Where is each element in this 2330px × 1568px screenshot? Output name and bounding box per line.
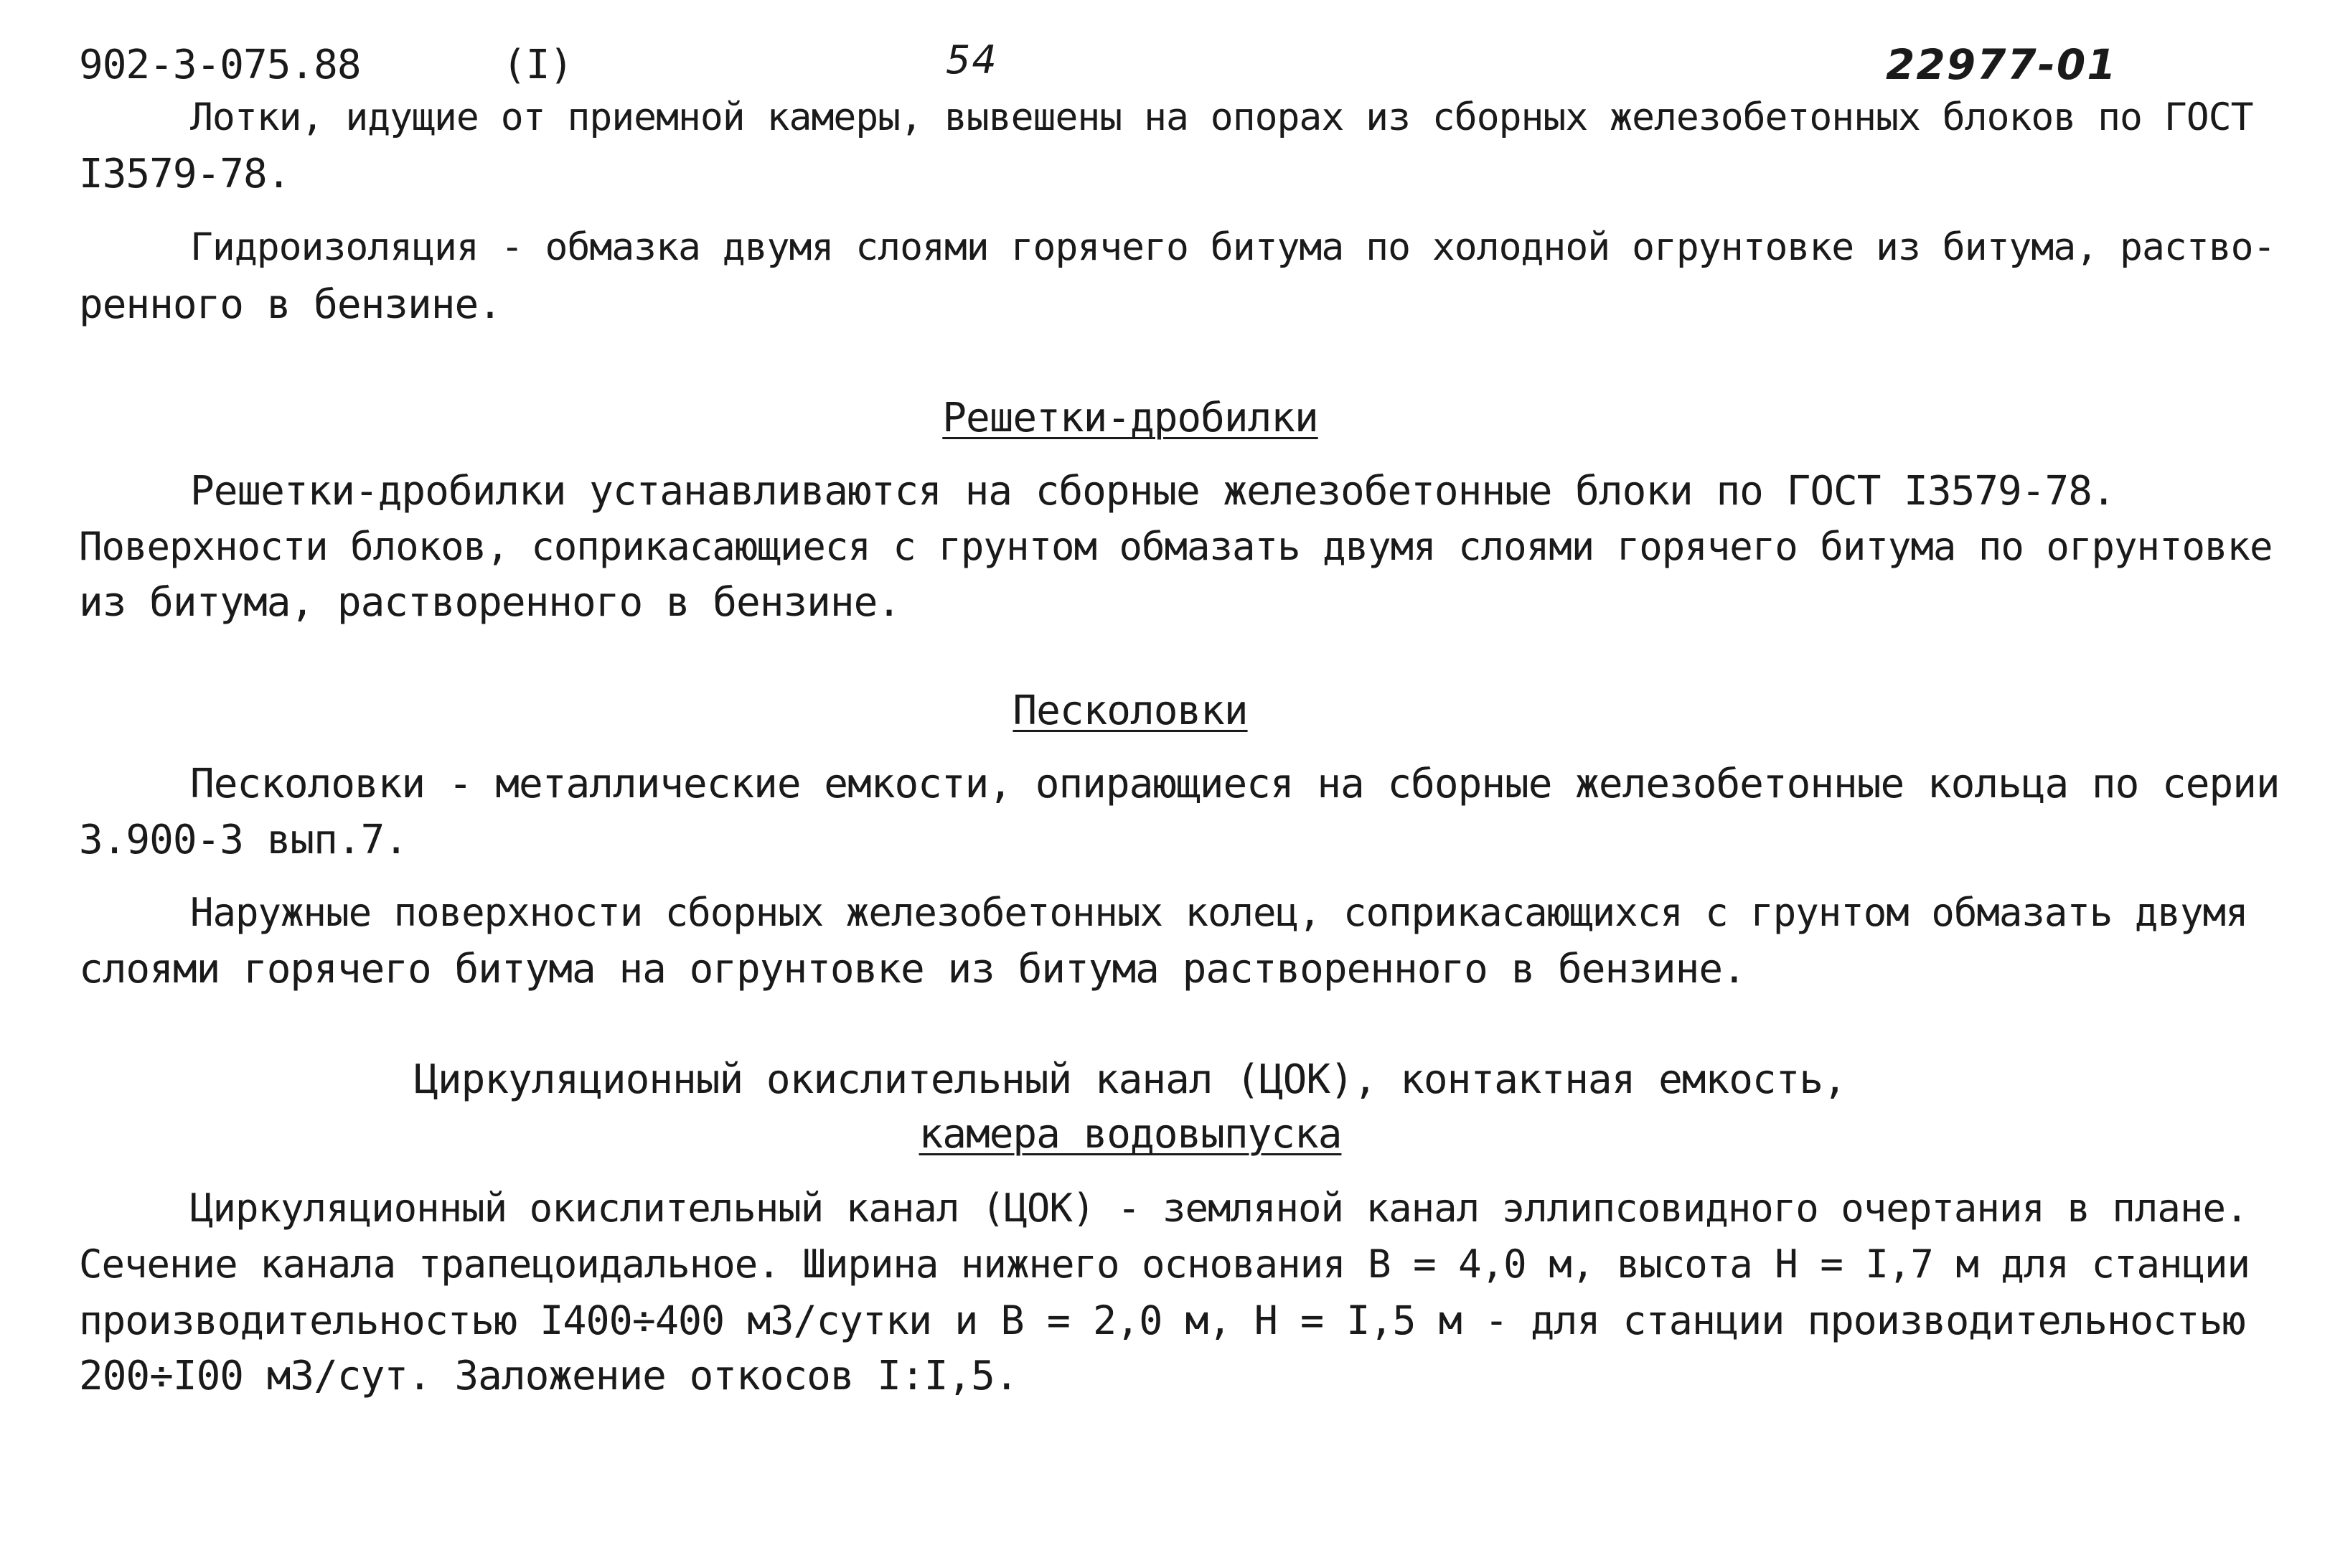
sand-traps-p1-line1: Песколовки - металлические емкости, опирающиеся на сборные железобетонные кольца по серии xyxy=(190,761,2280,807)
screens-heading xyxy=(0,395,2260,441)
screens-p1-line3: из битума, растворенного в бензине. xyxy=(79,579,901,626)
channel-p1-line2: Сечение канала трапецоидальное. Ширина нижнего основания B = 4,0 м, высота H = I,7 м для станции xyxy=(79,1241,2250,1287)
intro-p1-line1: Лотки, идущие от приемной камеры, вывешены на опорах из сборных железобетонных блоков по ГОСТ xyxy=(190,95,2253,139)
channel-heading-line2 xyxy=(0,1111,2260,1158)
page-number: 54 xyxy=(946,37,998,83)
screens-heading-text: Решетки-дробилки xyxy=(942,395,1318,441)
intro-p2-line2: ренного в бензине. xyxy=(79,281,502,328)
screens-p1-line1: Решетки-дробилки устанавливаются на сборные железобетонные блоки по ГОСТ I3579-78. xyxy=(190,468,2115,515)
channel-p1-line1: Циркуляционный окислительный канал (ЦОК) - земляной канал эллипсовидного очертания в плане. xyxy=(190,1186,2248,1231)
sand-traps-p2-line1: Наружные поверхности сборных железобетонных колец, соприкасающихся с грунтом обмазать двумя xyxy=(190,890,2248,935)
intro-p2-line1: Гидроизоляция - обмазка двумя слоями горячего битума по холодной огрунтовке из битума, раство- xyxy=(190,225,2275,269)
channel-p1-line3: производительностью I400÷400 м3/сутки и B = 2,0 м, H = I,5 м - для станции производительностью xyxy=(79,1297,2245,1343)
channel-heading-line2-text: камера водовыпуска xyxy=(919,1111,1342,1158)
intro-p1-line2: I3579-78. xyxy=(79,151,291,197)
sand-traps-p1-line2: 3.900-3 вып.7. xyxy=(79,817,408,863)
doc-code: 902-3-075.88 xyxy=(79,42,361,88)
sand-traps-p2-line2: слоями горячего битума на огрунтовке из битума растворенного в бензине. xyxy=(79,946,1746,992)
screens-p1-line2: Поверхности блоков, соприкасающиеся с грунтом обмазать двумя слоями горячего битума по огрунтовке xyxy=(79,524,2273,569)
channel-heading-line1: Циркуляционный окислительный канал (ЦОК), контактная емкость, xyxy=(414,1056,1846,1103)
part-number: (I) xyxy=(502,42,573,88)
sand-traps-heading xyxy=(0,687,2260,734)
channel-p1-line4: 200÷I00 м3/сут. Заложение откосов I:I,5. xyxy=(79,1353,1018,1399)
sand-traps-heading-text: Песколовки xyxy=(1013,687,1248,734)
inventory-number: 22977-01 xyxy=(1886,40,2118,89)
